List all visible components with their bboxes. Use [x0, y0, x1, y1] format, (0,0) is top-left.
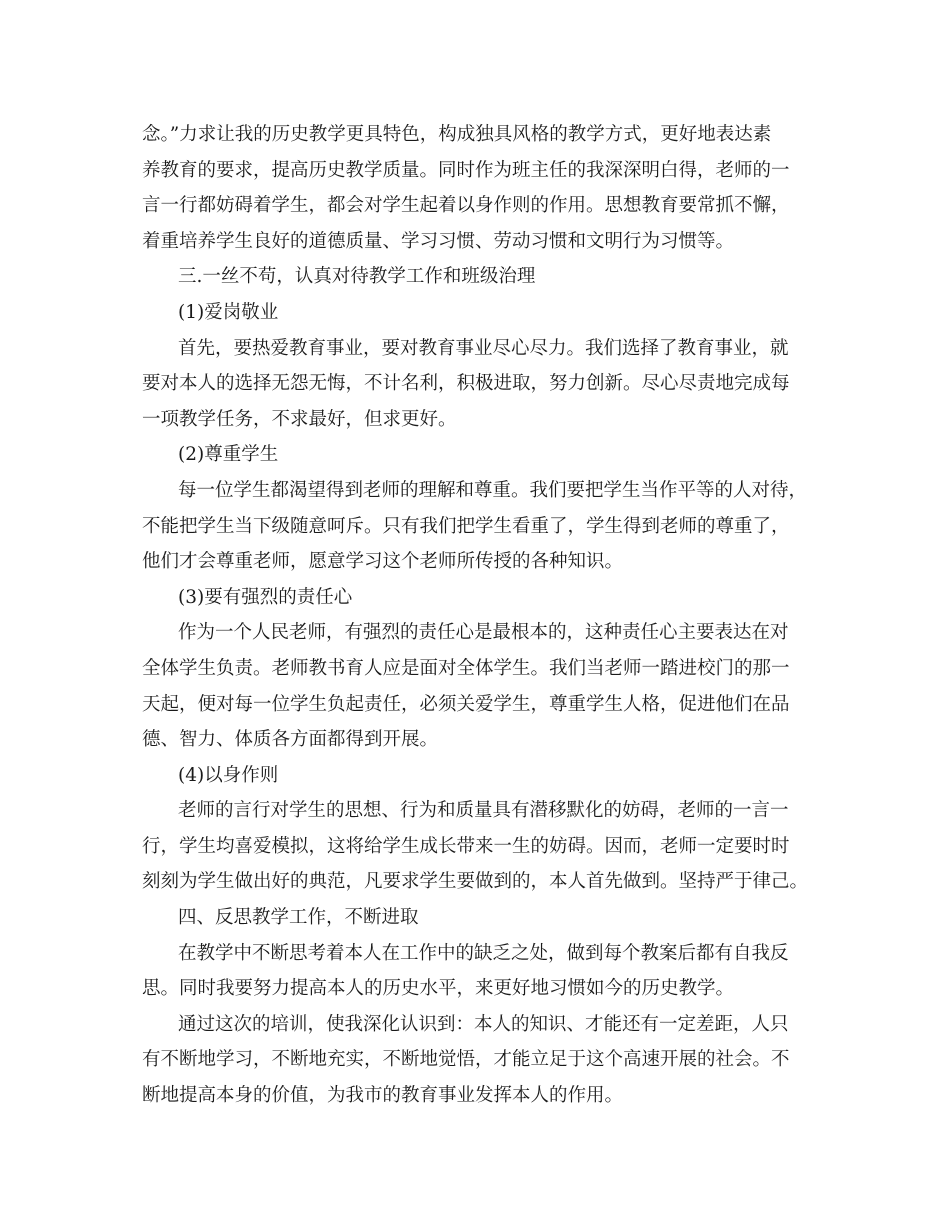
text-line: (3)要有强烈的责任心 [178, 586, 353, 608]
text-line: 要对本人的选择无怨无悔，不计名利，积极进取，努力创新。尽心尽责地完成每 [142, 373, 790, 395]
text-line: 行，学生均喜爱模拟，这将给学生成长带来一生的妨碍。因而，老师一定要时时 [142, 835, 790, 857]
text-line: (1)爱岗敬业 [178, 301, 279, 323]
text-line: 言一行都妨碍着学生，都会对学生起着以身作则的作用。思想教育要常抓不懈， [142, 195, 790, 217]
text-line: 首先，要热爱教育事业，要对教育事业尽心尽力。我们选择了教育事业，就 [178, 337, 789, 359]
text-line: 每一位学生都渴望得到老师的理解和尊重。我们要把学生当作平等的人对待， [178, 479, 808, 501]
text-line: 老师的言行对学生的思想、行为和质量具有潜移默化的妨碍，老师的一言一 [178, 800, 789, 822]
text-line: 着重培养学生良好的道德质量、学习习惯、劳动习惯和文明行为习惯等。 [142, 230, 735, 252]
text-line: 断地提高本身的价值，为我市的教育事业发挥本人的作用。 [142, 1085, 624, 1107]
text-line: (4)以身作则 [178, 764, 279, 786]
text-line: 不能把学生当下级随意呵斥。只有我们把学生看重了，学生得到老师的尊重了， [142, 515, 790, 537]
text-line: 通过这次的培训，使我深化认识到：本人的知识、才能还有一定差距，人只 [178, 1013, 789, 1035]
text-line: 三.一丝不苟，认真对待教学工作和班级治理 [178, 266, 536, 288]
text-line: 有不断地学习，不断地充实，不断地觉悟，才能立足于这个高速开展的社会。不 [142, 1049, 790, 1071]
text-line: 思。同时我要努力提高本人的历史水平，来更好地习惯如今的历史教学。 [142, 978, 735, 1000]
text-line: 一项教学任务，不求最好，但求更好。 [142, 408, 457, 430]
text-line: (2)尊重学生 [178, 444, 279, 466]
text-line: 天起，便对每一位学生负起责任，必须关爱学生，尊重学生人格，促进他们在品 [142, 693, 790, 715]
document-body [142, 117, 808, 1114]
text-line: 念。”力求让我的历史教学更具特色，构成独具风格的教学方式，更好地表达素 [142, 124, 772, 145]
text-line: 刻刻为学生做出好的典范，凡要求学生要做到的，本人首先做到。坚持严于律己。 [142, 871, 809, 893]
text-line: 养教育的要求，提高历史教学质量。同时作为班主任的我深深明白得，老师的一 [142, 159, 790, 181]
text-line: 全体学生负责。老师教书育人应是面对全体学生。我们当老师一踏进校门的那一 [142, 657, 790, 679]
text-line: 四、反思教学工作，不断进取 [178, 907, 419, 929]
text-line: 德、智力、体质各方面都得到开展。 [142, 729, 439, 751]
text-line: 作为一个人民老师，有强烈的责任心是最根本的，这种责任心主要表达在对 [178, 622, 789, 644]
text-line: 在教学中不断思考着本人在工作中的缺乏之处，做到每个教案后都有自我反 [178, 942, 789, 964]
text-line: 他们才会尊重老师，愿意学习这个老师所传授的各种知识。 [142, 551, 624, 573]
